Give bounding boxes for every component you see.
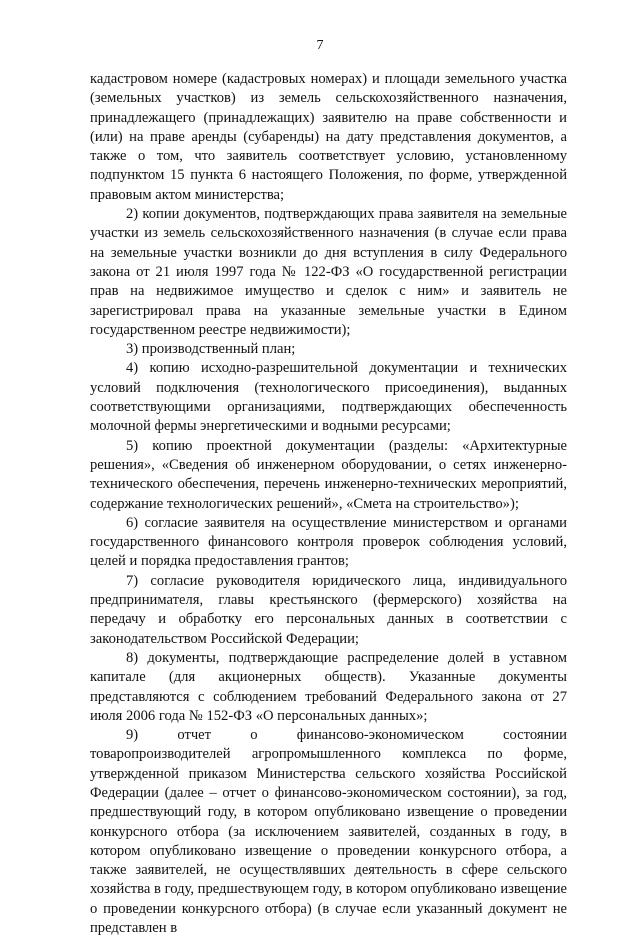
paragraph-item-7: 7) согласие руководителя юридического лица, индивидуального предпринимателя, главы крестьянского (фермерского) хозяйства на передачу и обработку его персональных данных в соответствии с законодательством Российской Федерации; <box>90 572 567 647</box>
paragraph-item-6: 6) согласие заявителя на осуществление министерством и органами государственного финансового контроля проверок соблюдения условий, целей и порядка предоставления грантов; <box>90 514 567 570</box>
paragraph-item-3: 3) производственный план; <box>126 341 296 358</box>
paragraph-item-5: 5) копию проектной документации (разделы: «Архитектурные решения», «Сведения об инженерном оборудовании, о сетях инженерно-технического обеспечения, перечень инженерно-технических мероприятий, содержание технологических решений», «Смета на строительство»); <box>90 437 567 512</box>
paragraph-item-9: 9) отчет о финансово-экономическом состоянии товаропроизводителей агропромышленного комплекса по форме, утвержденной приказом Министерства сельского хозяйства Российской Федерации (далее – отчет о финансово-экономическом состоянии), за год, предшествующий году, в котором опубликовано извещение о проведении конкурсного отбора (за исключением заявителей, созданных в году, в котором опубликовано извещение о проведении конкурсного отбора, а также заявителей, не осуществлявших деятельность в сфере сельского хозяйства в году, предшествующем году, в котором опубликовано извещение о проведении конкурсного отбора) (в случае если указанный документ не представлен в <box>90 727 567 937</box>
paragraph-item-2: 2) копии документов, подтверждающих права заявителя на земельные участки из земель сельскохозяйственного назначения (в случае если права на земельные участки возникли до дня вступления в силу Федерального закона от 21 июля 1997 года № 122-ФЗ «О государственной регистрации прав на недвижимое имущество и сделок с ним» и заявитель не зарегистрировал права на указанные земельные участки в Едином государственном реестре недвижимости); <box>90 206 567 338</box>
paragraph-item-4: 4) копию исходно-разрешительной документации и технических условий подключения (технологического присоединения), выданных соответствующими организациями, подтверждающих обеспеченность молочной фермы энергетическими и водными ресурсами; <box>90 360 567 435</box>
document-body <box>90 70 567 938</box>
page-number: 7 <box>316 38 324 53</box>
paragraph-continuation: кадастровом номере (кадастровых номерах) и площади земельного участка (земельных участков) из земель сельскохозяйственного назначения, принадлежащего (принадлежащих) заявителю на праве собственности и (или) на праве аренды (субаренды) на дату представления документов, а также о том, что заявитель соответствует условию, установленному подпунктом 15 пункта 6 настоящего Положения, по форме, утвержденной правовым актом министерства; <box>90 71 567 203</box>
paragraph-item-8: 8) документы, подтверждающие распределение долей в уставном капитале (для акционерных обществ). Указанные документы представляются с соблюдением требований Федерального закона от 27 июля 2006 года № 152-ФЗ «О персональных данных»; <box>90 649 567 724</box>
